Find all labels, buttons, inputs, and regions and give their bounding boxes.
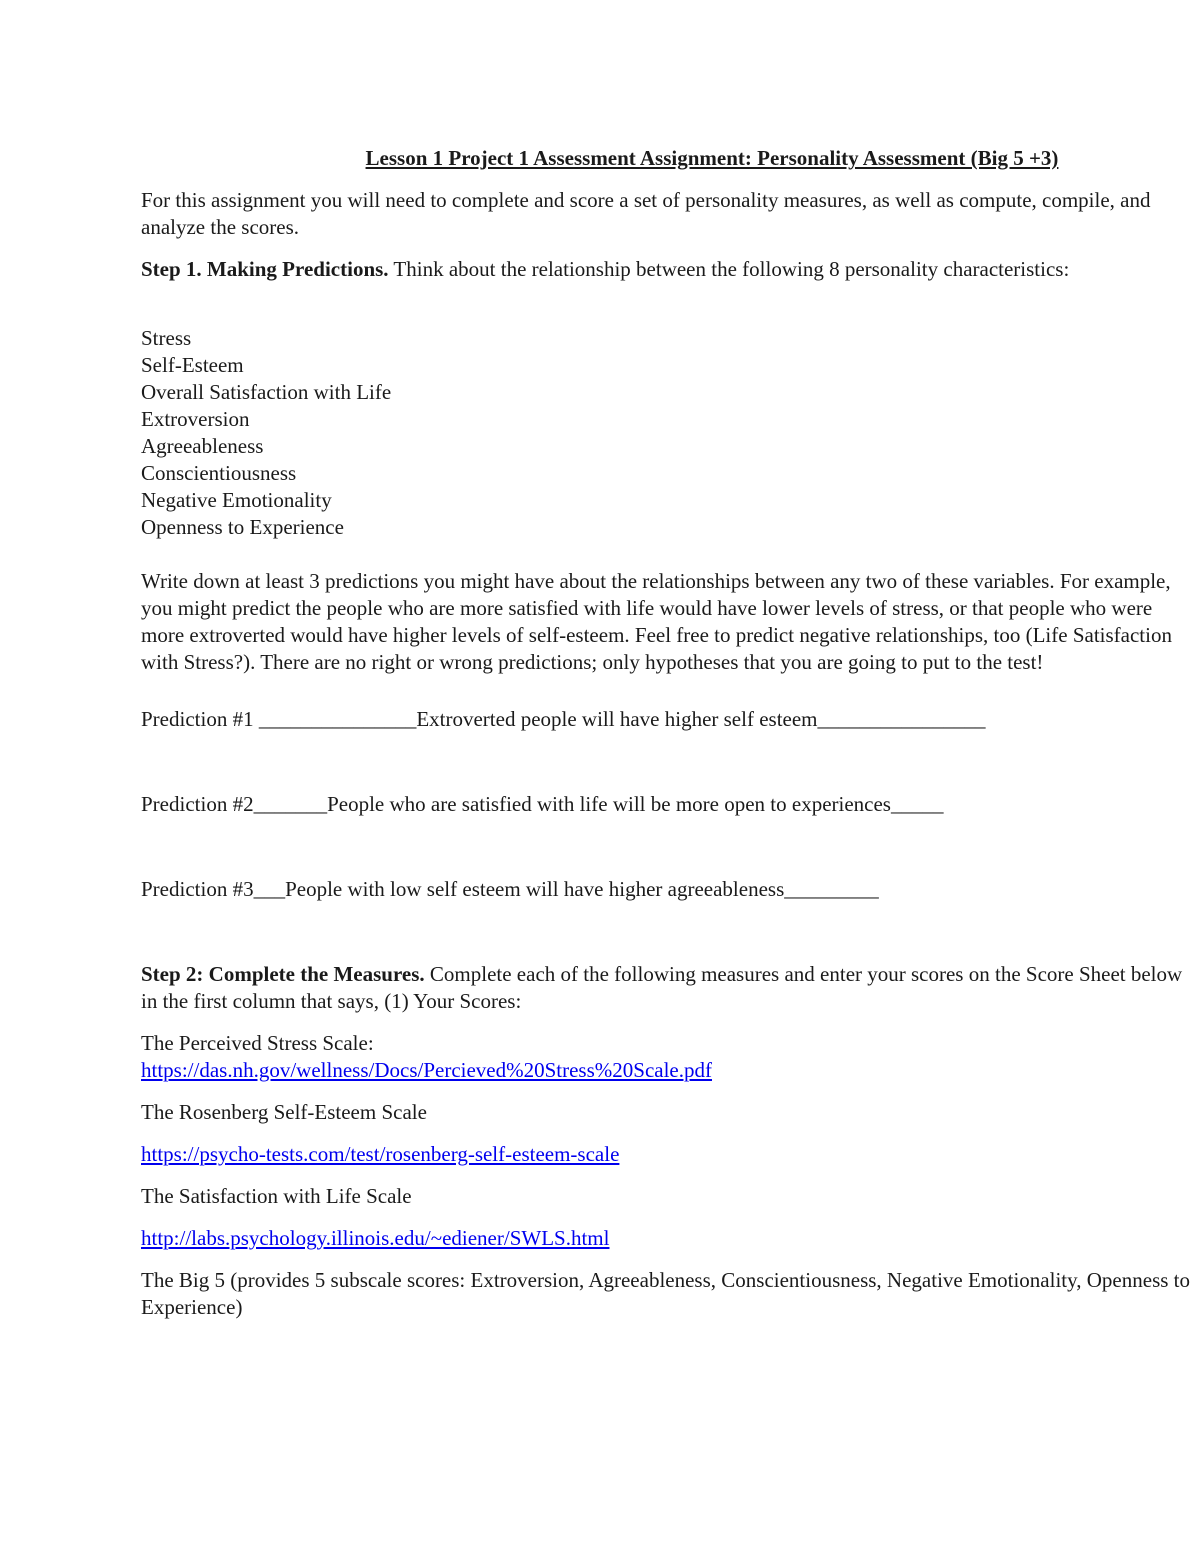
list-item: Conscientiousness: [141, 461, 297, 485]
document-title: Lesson 1 Project 1 Assessment Assignment: Personality Assessment (Big 5 +3): [365, 146, 1059, 170]
step1-paragraph: [141, 256, 1193, 283]
intro-paragraph: For this assignment you will need to complete and score a set of personality measures, as well as compute, compile, and analyze the scores.: [141, 188, 1151, 239]
stress-scale-block: [141, 1030, 1193, 1084]
swls-scale-name: The Satisfaction with Life Scale: [141, 1184, 412, 1208]
list-item: Self-Esteem: [141, 353, 244, 377]
characteristics-list: [141, 325, 1193, 541]
list-item: Agreeableness: [141, 434, 264, 458]
list-item: Negative Emotionality: [141, 488, 332, 512]
swls-scale-link[interactable]: http://labs.psychology.illinois.edu/~ediener/SWLS.html: [141, 1226, 610, 1250]
prediction-1: Prediction #1 _______________Extroverted people will have higher self esteem________________: [141, 707, 986, 731]
step2-heading: Step 2: Complete the Measures.: [141, 962, 425, 986]
list-item: Overall Satisfaction with Life: [141, 380, 392, 404]
prediction-2: Prediction #2_______People who are satisfied with life will be more open to experiences_____: [141, 792, 944, 816]
prediction-3: Prediction #3___People with low self esteem will have higher agreeableness_________: [141, 877, 879, 901]
step2-text: Complete each of the following measures and enter your scores on the Score Sheet below in the first column that says, (1) Your Scores:: [141, 962, 1183, 1013]
list-item: Stress: [141, 326, 192, 350]
rosenberg-scale-name: The Rosenberg Self-Esteem Scale: [141, 1100, 427, 1124]
instructions-paragraph: Write down at least 3 predictions you might have about the relationships between any two of these variables. For example, you might predict the people who are more satisfied with life would have lower levels of stress, or that people who were more extroverted would have higher levels of self-esteem. Feel free to predict negative relationships, too (Life Satisfaction with Stress?). There are no right or wrong predictions; only hypotheses that you are going to put to the test!: [141, 569, 1172, 674]
list-item: Openness to Experience: [141, 515, 344, 539]
rosenberg-scale-link[interactable]: https://psycho-tests.com/test/rosenberg-self-esteem-scale: [141, 1142, 620, 1166]
stress-scale-name: The Perceived Stress Scale:: [141, 1031, 374, 1055]
stress-scale-link[interactable]: https://das.nh.gov/wellness/Docs/Percieved%20Stress%20Scale.pdf: [141, 1058, 712, 1082]
list-item: Extroversion: [141, 407, 250, 431]
step1-heading: Step 1. Making Predictions.: [141, 257, 389, 281]
step1-text: Think about the relationship between the following 8 personality characteristics:: [388, 257, 1070, 281]
big5-description: The Big 5 (provides 5 subscale scores: Extroversion, Agreeableness, Conscientiousness, Negative Emotionality, Openness to Experience): [141, 1268, 1191, 1319]
document-page: [141, 144, 1193, 1321]
step2-paragraph: [141, 961, 1193, 1015]
